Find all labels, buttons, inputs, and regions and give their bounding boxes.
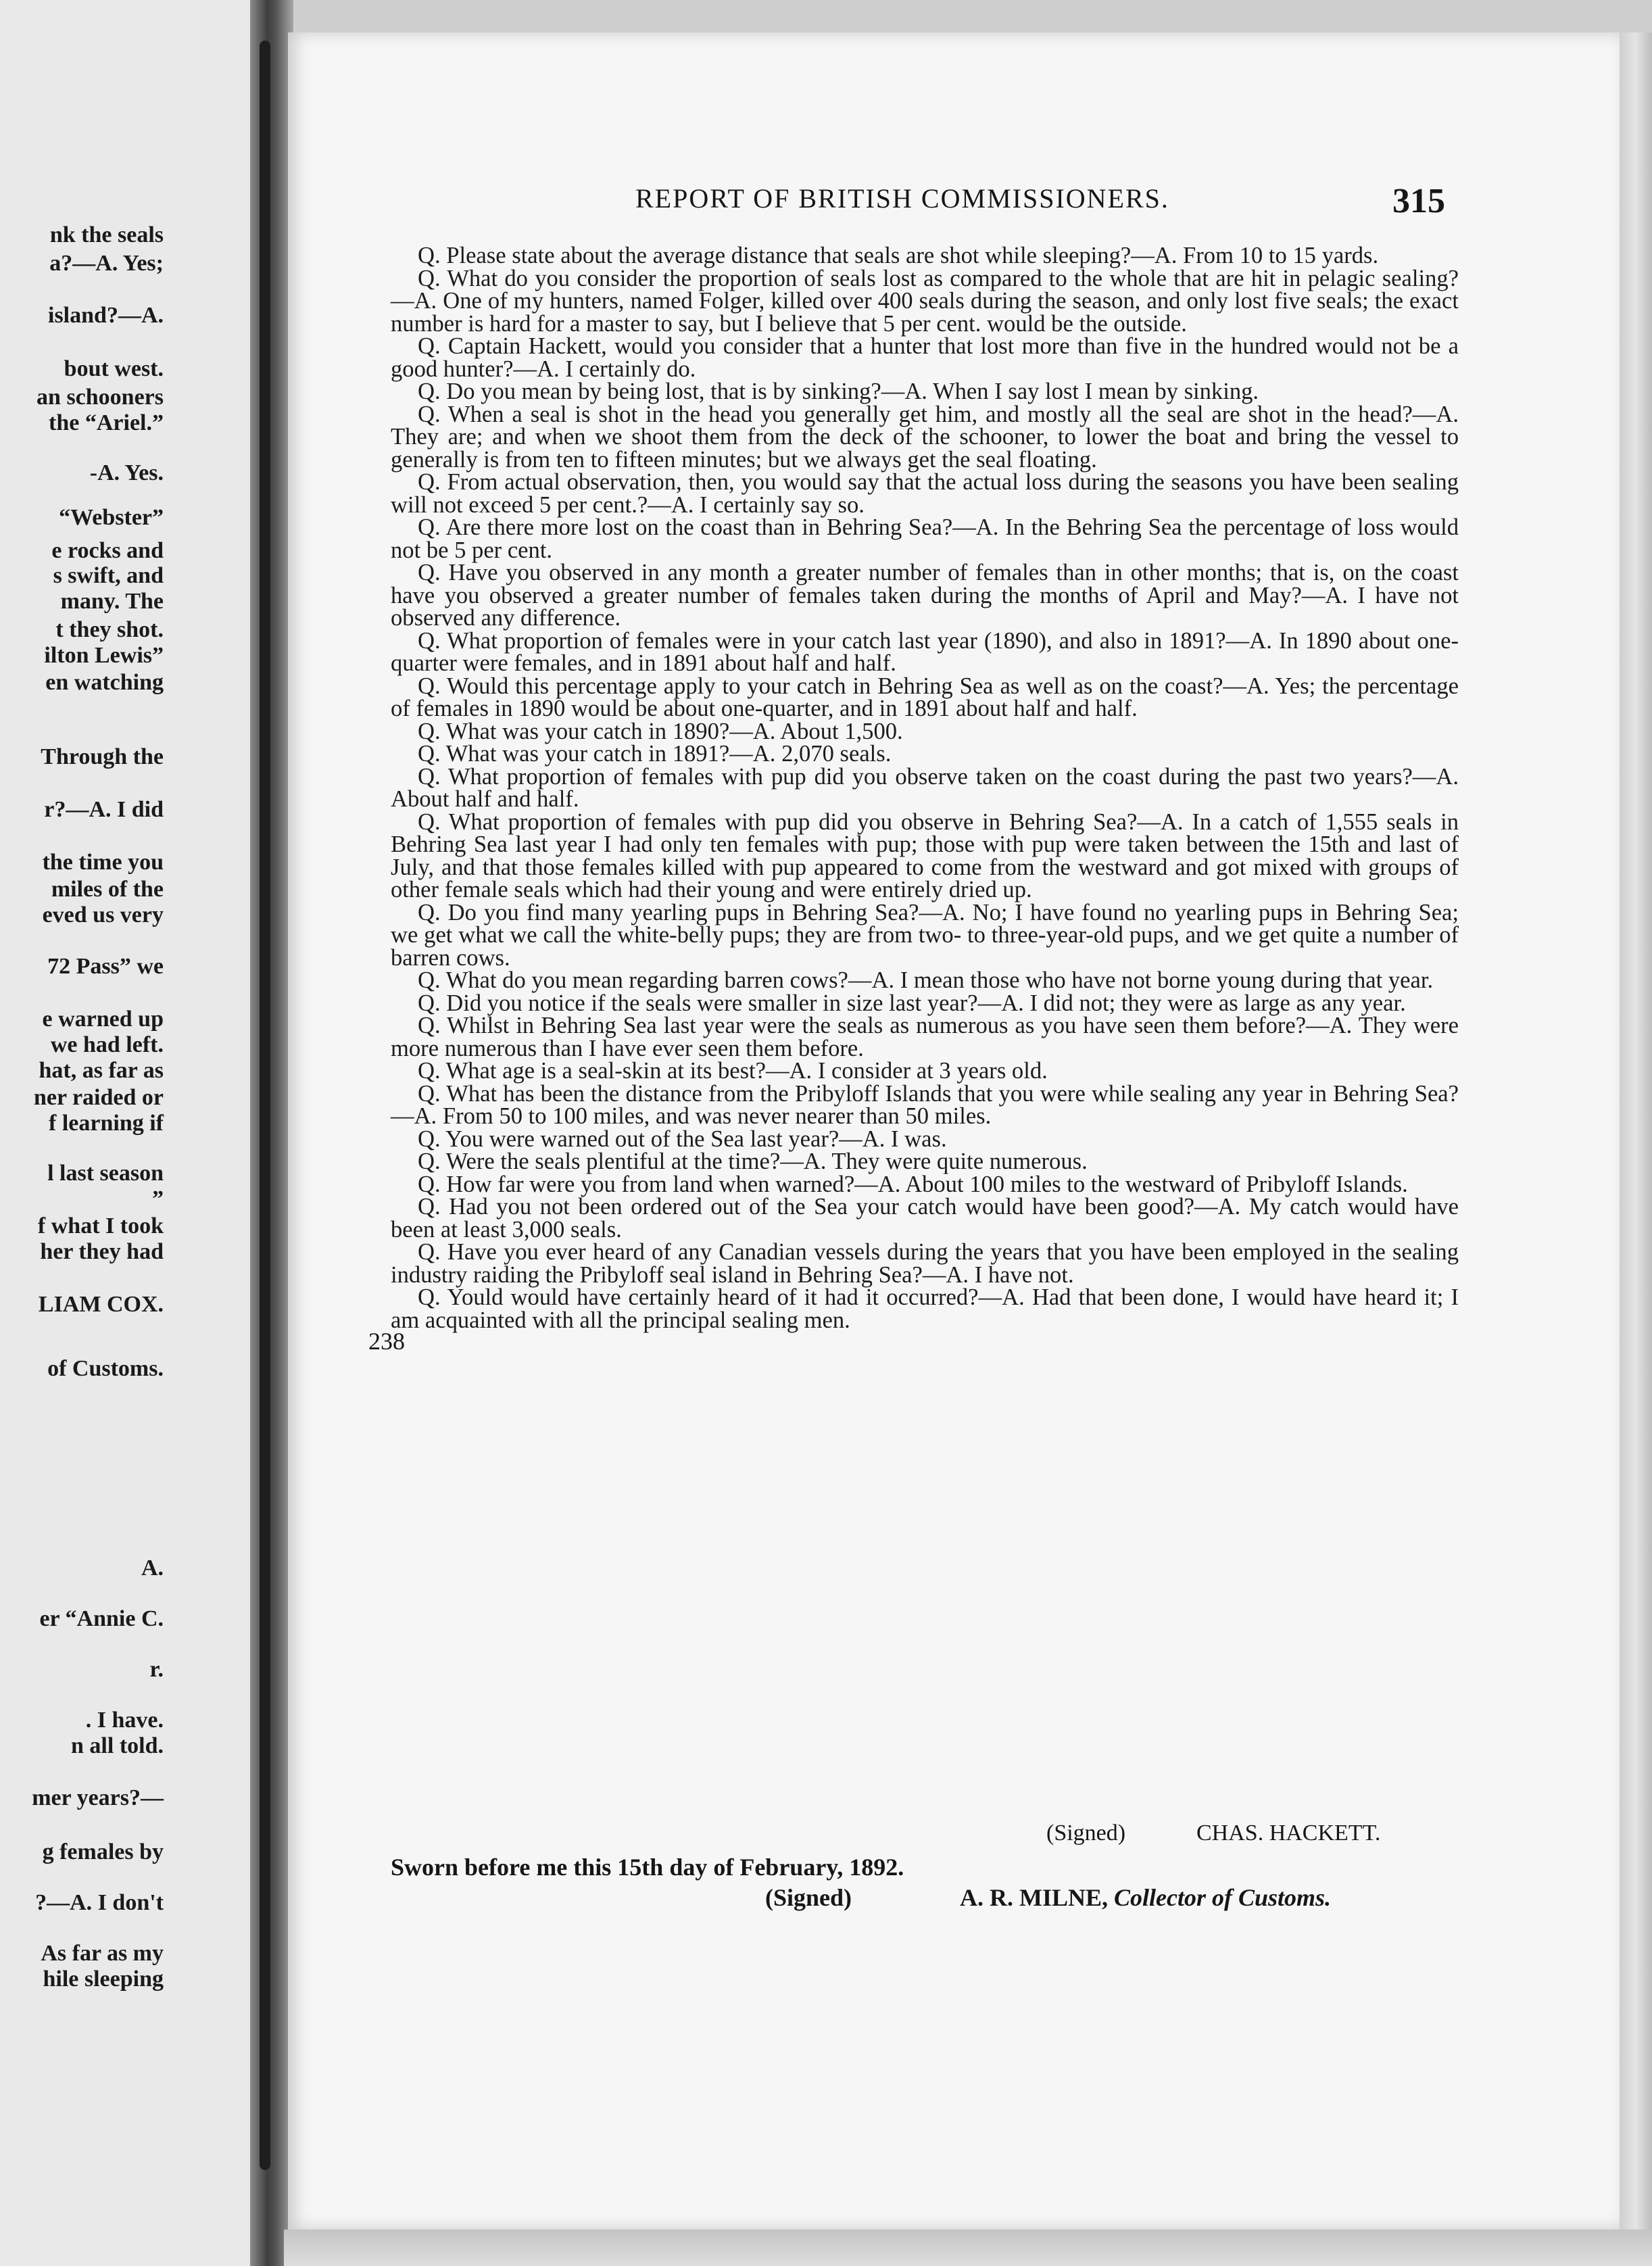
left-page-fragment: we had left. (50, 1032, 164, 1057)
left-page-fragment: f what I took (37, 1213, 164, 1238)
left-page-fragment: g females by (42, 1839, 164, 1864)
qa-paragraph: Q. Please state about the average distance that seals are shot while sleeping?—A. From 10 to 15 yards. (418, 243, 1379, 268)
qa-paragraph: Q. What proportion of females were in your catch last year (1890), and also in 1891?—A. In 1890 about one-quarter were females, and in 1891 about half and half. (391, 627, 1459, 676)
qa-paragraph: Q. What age is a seal-skin at its best?—A. I consider at 3 years old. (418, 1058, 1048, 1084)
left-page-fragment: hile sleeping (43, 1967, 164, 1992)
left-page-fragment: . I have. (85, 1708, 164, 1733)
left-page-fragment: bout west. (64, 356, 164, 381)
qa-paragraph: Q. Are there more lost on the coast than in Behring Sea?—A. In the Behring Sea the percentage of loss would not be 5 per cent. (391, 514, 1459, 563)
left-page-fragment: e rocks and (51, 538, 164, 563)
qa-paragraph: Q. Have you ever heard of any Canadian vessels during the years that you have been employed in the sealing industry raiding the Pribyloff seal island in Behring Sea?—A. I have not. (391, 1239, 1459, 1288)
qa-paragraph: Q. Have you observed in any month a greater number of females than in other months; that is, on the coast have you observed a greater number of females taken during the months of April and May?—A. I have not observed any difference. (391, 560, 1459, 631)
qa-paragraph: Q. Whilst in Behring Sea last year were the seals as numerous as you have seen them before?—A. They were more numerous than I have ever seen them before. (391, 1013, 1459, 1061)
qa-paragraph: Q. Would this percentage apply to your catch in Behring Sea as well as on the coast?—A. Yes; the percentage of females in 1890 would be about one-quarter, and in 1891 about half and half. (391, 673, 1459, 721)
left-page-fragment: l last season (47, 1161, 164, 1186)
left-facing-page (0, 0, 250, 2266)
left-page-fragment: ” (152, 1186, 164, 1211)
running-header: REPORT OF BRITISH COMMISSIONERS. (635, 183, 1169, 214)
left-page-fragment: en watching (45, 670, 164, 695)
signed-label: (Signed) (1046, 1821, 1126, 1846)
qa-paragraph: Q. What was your catch in 1890?—A. About 1,500. (418, 718, 903, 744)
qa-paragraph: Q. Had you not been ordered out of the Sea your catch would have been good?—A. My catch would have been at least 3,000 seals. (391, 1194, 1459, 1243)
page-edge-bottom (284, 2229, 1652, 2266)
qa-paragraph: Q. Did you notice if the seals were smaller in size last year?—A. I did not; they were as large as any year. (418, 990, 1406, 1016)
testimony-text (391, 245, 1459, 1332)
official-title: Collector of Customs. (1114, 1884, 1332, 1911)
qa-paragraph: Q. Do you find many yearling pups in Behring Sea?—A. No; I have found no yearling pups in Behring Sea; we get what we call the white-belly pups; they are from two- to three-year-old pups, and we get quite a number of barren cows. (391, 899, 1459, 971)
qa-paragraph: Q. Yould would have certainly heard of it had it occurred?—A. Had that been done, I would have heard it; I am acquainted with all the principal sealing men. (391, 1284, 1459, 1333)
left-page-fragment: the “Ariel.” (49, 410, 164, 435)
spine-shadow (260, 41, 270, 2170)
deponent-signature: CHAS. HACKETT. (1196, 1821, 1381, 1846)
left-page-fragment: her they had (40, 1239, 164, 1264)
qa-paragraph: Q. What do you consider the proportion of seals lost as compared to the whole that are hit in pelagic sealing?—A. One of my hunters, named Folger, killed over 400 seals during the season, and only lost five seals; the exact number is hard for a master to say, but I believe that 5 per cent. would be the outside. (391, 265, 1459, 337)
signed-label-2: (Signed) (765, 1884, 852, 1911)
left-page-fragment: many. The (60, 589, 164, 614)
qa-paragraph: Q. What proportion of females with pup did you observe in Behring Sea?—A. In a catch of 1,555 seals in Behring Sea last year I had only ten females with pup; those with pup were taken between the 15th and last of July, and that those females killed with pup appeared to come from the westward and got mixed with groups of other female seals which had their young and were entirely dried up. (391, 809, 1459, 902)
left-page-fragment: A. (141, 1556, 164, 1581)
qa-paragraph: Q. How far were you from land when warned?—A. About 100 miles to the westward of Pribyloff Islands. (418, 1171, 1408, 1197)
qa-paragraph: Q. You were warned out of the Sea last year?—A. I was. (418, 1126, 947, 1152)
qa-paragraph: Q. What do you mean regarding barren cows?—A. I mean those who have not borne young during that year. (418, 967, 1434, 993)
left-page-fragment: ner raided or (33, 1085, 164, 1110)
left-page-fragment: LIAM COX. (38, 1292, 164, 1317)
left-page-fragment: -A. Yes. (89, 460, 164, 485)
left-page-fragment: an schooners (37, 385, 164, 410)
left-page-fragment: t they shot. (55, 617, 164, 642)
left-page-fragment: eved us very (42, 902, 164, 927)
left-page-fragment: Through the (41, 744, 164, 769)
left-page-fragment: f learning if (49, 1111, 164, 1136)
left-page-fragment: n all told. (71, 1733, 164, 1758)
marginal-number: 238 (368, 1328, 405, 1355)
qa-paragraph: Q. From actual observation, then, you would say that the actual loss during the seasons you have been sealing will not exceed 5 per cent.?—A. I certainly say so. (391, 469, 1459, 518)
left-page-fragment: the time you (42, 850, 164, 875)
left-page-fragment: s swift, and (53, 563, 164, 588)
official-name: A. R. MILNE, (960, 1884, 1109, 1911)
left-page-fragment: ilton Lewis” (44, 643, 164, 668)
left-page-fragment: hat, as far as (39, 1058, 164, 1083)
left-page-fragment: miles of the (51, 877, 164, 902)
left-page-fragment: a?—A. Yes; (49, 251, 164, 276)
left-page-fragment: r. (149, 1657, 164, 1682)
book-gutter (250, 0, 293, 2266)
qa-paragraph: Q. What proportion of females with pup did you observe taken on the coast during the past two years?—A. About half and half. (391, 763, 1459, 812)
qa-paragraph: Q. What was your catch in 1891?—A. 2,070 seals. (418, 741, 892, 767)
left-page-fragment: e warned up (42, 1007, 164, 1032)
left-page-fragment: mer years?— (32, 1785, 164, 1810)
qa-paragraph: Q. When a seal is shot in the head you generally get him, and mostly all the seal are shot in the head?—A. They are; and when we shoot them from the deck of the schooner, to lower the boat and bring the vessel to generally is from ten to fifteen minutes; but we always get the seal floating. (391, 401, 1459, 473)
page-edge-right (1620, 32, 1652, 2229)
qa-paragraph: Q. Were the seals plentiful at the time?—A. They were quite numerous. (418, 1149, 1088, 1174)
qa-paragraph: Q. What has been the distance from the Pribyloff Islands that you were while sealing any year in Behring Sea?—A. From 50 to 100 miles, and was never nearer than 50 miles. (391, 1080, 1459, 1129)
qa-paragraph: Q. Do you mean by being lost, that is by sinking?—A. When I say lost I mean by sinking. (418, 379, 1259, 404)
sworn-statement: Sworn before me this 15th day of February, 1892. (391, 1854, 904, 1881)
left-page-fragment: island?—A. (48, 303, 164, 328)
left-page-fragment: “Webster” (59, 505, 164, 530)
left-page-fragment: ?—A. I don't (35, 1890, 164, 1915)
left-page-fragment: er “Annie C. (39, 1606, 164, 1631)
left-page-fragment: 72 Pass” we (47, 954, 164, 979)
page-number: 315 (1392, 182, 1445, 220)
left-page-fragment: of Customs. (47, 1356, 164, 1381)
left-page-fragment: As far as my (41, 1941, 164, 1966)
left-page-fragment: r?—A. I did (44, 797, 164, 822)
qa-paragraph: Q. Captain Hackett, would you consider that a hunter that lost more than five in the hundred would not be a good hunter?—A. I certainly do. (391, 333, 1459, 382)
official-signature (960, 1883, 1331, 1912)
left-page-fragment: nk the seals (49, 222, 164, 247)
